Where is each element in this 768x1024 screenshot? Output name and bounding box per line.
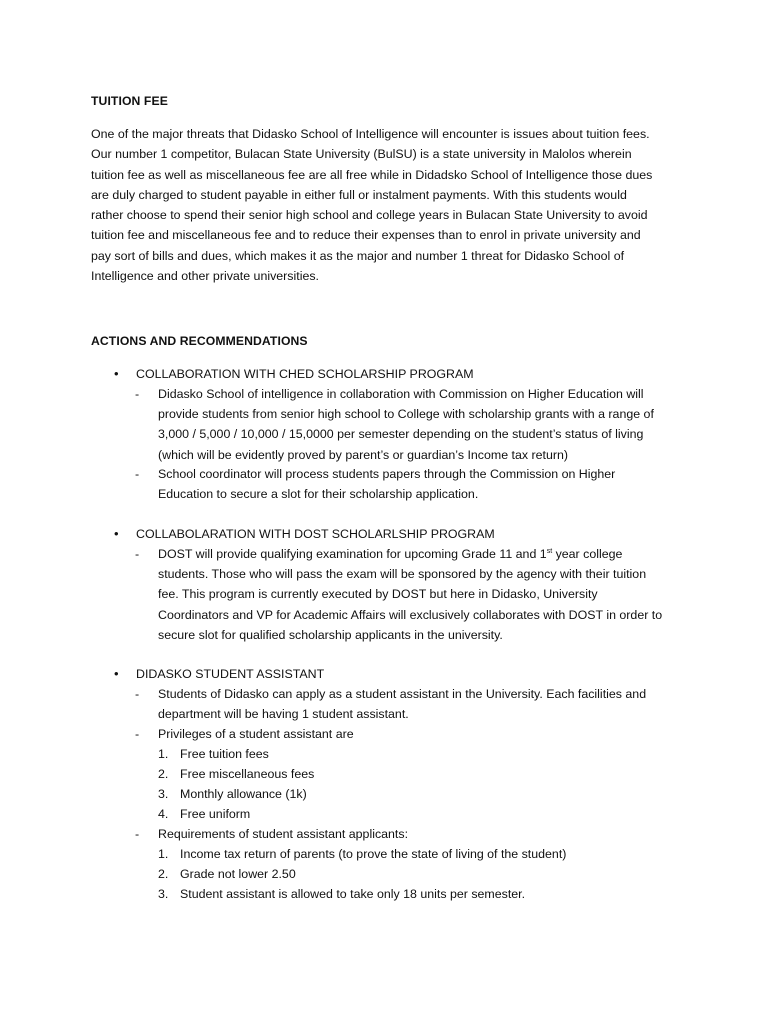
assistant-item-2 [135,724,695,746]
ched-title: COLLABORATION WITH CHED SCHOLARSHIP PROGRAM [136,367,474,381]
item-line: provide students from senior high school to College with scholarship grants with a range of [158,407,654,422]
actions-heading: ACTIONS AND RECOMMENDATIONS [91,334,308,348]
list-number: 1. [158,747,169,761]
list-text: Monthly allowance (1k) [180,787,307,801]
dost-title: COLLABOLARATION WITH DOST SCHOLARLSHIP PROGRAM [136,527,495,541]
item-line-text: DOST will provide qualifying examination for upcoming Grade 11 and 1 [158,547,547,561]
list-text: Free miscellaneous fees [180,767,315,781]
paragraph-line: are duly charged to student payable in either full or instalment payments. With this students would [91,187,627,202]
list-text: Student assistant is allowed to take only 18 units per semester. [180,887,526,901]
item-line: department will be having 1 student assistant. [158,707,409,722]
item-line: secure slot for qualified scholarship applicants in the university. [158,627,503,642]
dash-icon: - [135,687,140,701]
item-line: 3,000 / 5,000 / 10,000 / 15,0000 per semester depending on the student’s status of living [158,427,644,442]
paragraph-line: One of the major threats that Didasko School of Intelligence will encounter is issues about tuition fees. [91,127,650,141]
item-line: Privileges of a student assistant are [158,727,354,741]
ched-item-1 [135,384,695,466]
item-line: students. Those who will pass the exam will be sponsored by the agency with their tuition [158,567,647,582]
tuition-fee-heading: TUITION FEE [91,94,168,108]
item-line: Requirements of student assistant applicants: [158,827,409,841]
assistant-item-1 [135,684,695,726]
paragraph-line: tuition fee and miscellaneous fee and to reduce their expenses than to enrol in private university and [91,228,641,243]
item-line: Education to secure a slot for their scholarship application. [158,487,479,502]
list-text: Free uniform [180,807,251,821]
list-number: 2. [158,767,169,781]
dash-icon: - [135,827,140,841]
dash-icon: - [135,547,140,561]
paragraph-line: tuition fee as well as miscellaneous fee are all free while in Didadsko School of Intelligence those dues [91,167,653,182]
bullet-icon: • [114,366,119,381]
paragraph-line: pay sort of bills and dues, which makes it as the major and number 1 threat for Didasko School of [91,248,625,263]
dost-item-1 [135,544,695,646]
bullet-icon: • [114,666,119,681]
item-line: School coordinator will process students papers through the Commission on Higher [158,467,616,481]
bullet-icon: • [114,526,119,541]
list-text: Grade not lower 2.50 [180,867,296,881]
dash-icon: - [135,727,140,741]
paragraph-line: Our number 1 competitor, Bulacan State University (BulSU) is a state university in Malolos wherein [91,147,632,162]
list-text: Income tax return of parents (to prove the state of living of the student) [180,847,567,861]
list-number: 1. [158,847,169,861]
list-number: 3. [158,787,169,801]
paragraph-line: rather choose to spend their senior high school and college years in Bulacan State University to avoid [91,208,648,223]
list-text: Free tuition fees [180,747,269,761]
tuition-fee-paragraph [91,124,681,286]
dash-icon: - [135,387,140,401]
list-number: 2. [158,867,169,881]
item-line [158,544,662,564]
item-line: (which will be evidently proved by parent’s or guardian’s Income tax return) [158,447,569,462]
list-number: 3. [158,887,169,901]
item-line: Coordinators and VP for Academic Affairs will exclusively collaborates with DOST in order to [158,607,663,622]
item-line: Students of Didasko can apply as a student assistant in the University. Each facilities and [158,687,647,701]
item-line: fee. This program is currently executed by DOST but here in Didasko, University [158,587,598,602]
dash-icon: - [135,467,140,481]
assistant-item-3 [135,824,695,846]
list-number: 4. [158,807,169,821]
paragraph-line: Intelligence and other private universities. [91,269,319,284]
item-line-text: year college [552,547,623,561]
assistant-title: DIDASKO STUDENT ASSISTANT [136,667,325,681]
item-line: Didasko School of intelligence in collaboration with Commission on Higher Education will [158,387,644,401]
superscript-st: st [546,547,553,555]
ched-item-2 [135,464,695,506]
